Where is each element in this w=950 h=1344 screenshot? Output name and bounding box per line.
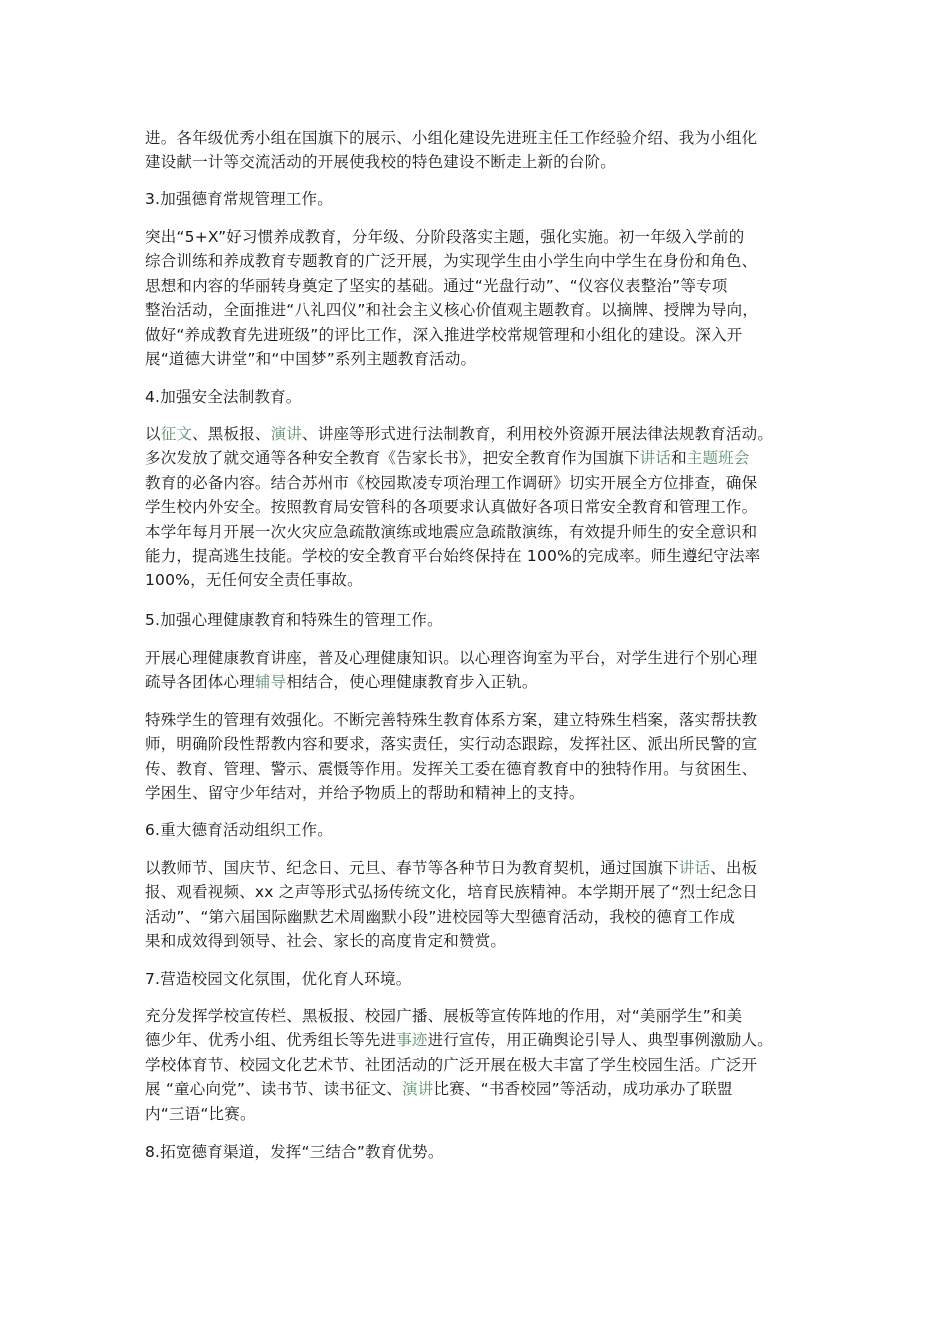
paragraph-3-body bbox=[145, 225, 813, 371]
text-line bbox=[145, 249, 813, 273]
text-line bbox=[145, 422, 813, 446]
text-run: 建设献一计等交流活动的开展使我校的特色建设不断走上新的台阶。 bbox=[145, 153, 617, 172]
text-line bbox=[145, 298, 813, 322]
text-line bbox=[145, 150, 813, 174]
text-run: 传、教育、管理、警示、震慑等作用。发挥关工委在德育教育中的独特作用。与贫困生、 bbox=[145, 759, 758, 778]
text-line bbox=[145, 708, 813, 732]
text-line bbox=[145, 274, 813, 298]
paragraph-4-body bbox=[145, 422, 813, 593]
text-line bbox=[145, 905, 813, 929]
text-run: 活动”、“第六届国际幽默艺术周幽默小段”进校园等大型德育活动，我校的德育工作成 bbox=[145, 907, 735, 926]
heading-3 bbox=[145, 187, 813, 211]
text-run: 做好“养成教育先进班级”的评比工作，深入推进学校常规管理和小组化的建设。深入开 bbox=[145, 325, 743, 344]
text-run: 进行宣传，用正确舆论引导人、典型事例激励人。 bbox=[427, 1031, 774, 1050]
text-run: 师，明确阶段性帮教内容和要求，落实责任，实行动态跟踪，发挥社区、派出所民警的宣 bbox=[145, 735, 758, 754]
text-line bbox=[145, 323, 813, 347]
text-run: 充分发挥学校宣传栏、黑板报、校园广播、展板等宣传阵地的作用，对“美丽学生”和美 bbox=[145, 1007, 743, 1025]
highlighted-term: 事迹 bbox=[396, 1031, 428, 1050]
text-line bbox=[145, 385, 813, 409]
text-line bbox=[145, 1102, 813, 1126]
text-line bbox=[145, 544, 813, 568]
text-line bbox=[145, 495, 813, 519]
text-run: 3.加强德育常规管理工作。 bbox=[145, 190, 333, 208]
text-run: 100%，无任何安全责任事故。 bbox=[145, 571, 363, 590]
text-run: 思想和内容的华丽转身奠定了坚实的基础。通过“光盘行动”、“仪容仪表整治”等专项 bbox=[145, 276, 728, 295]
text-run: 、黑板报、 bbox=[192, 425, 271, 443]
text-run: 报、观看视频、xx 之声等形式弘扬传统文化，培育民族精神。本学期开展了“烈士纪念日 bbox=[145, 883, 759, 902]
text-line bbox=[145, 347, 813, 371]
text-run: 开展心理健康教育讲座，普及心理健康知识。以心理咨询室为平台，对学生进行个别心理 bbox=[145, 649, 758, 667]
text-line bbox=[145, 929, 813, 953]
highlighted-term: 讲话 bbox=[678, 859, 711, 877]
text-run: 整治活动，全面推进“八礼四仪”和社会主义核心价值观主题教育。以摘牌、授牌为导向， bbox=[145, 301, 759, 320]
highlighted-term: 征文 bbox=[160, 425, 193, 443]
text-line bbox=[145, 1140, 813, 1164]
text-line bbox=[145, 225, 813, 249]
text-line bbox=[145, 187, 813, 211]
text-line bbox=[145, 967, 813, 991]
text-line bbox=[145, 856, 813, 880]
text-run: 疏导各团体心理 bbox=[145, 673, 255, 692]
text-line bbox=[145, 732, 813, 756]
text-run: 果和成效得到领导、社会、家长的高度肯定和赞赏。 bbox=[145, 932, 507, 951]
text-line bbox=[145, 520, 813, 544]
text-line bbox=[145, 446, 813, 470]
paragraph-intro-continuation bbox=[145, 126, 813, 175]
text-run: 进。各年级优秀小组在国旗下的展示、小组化建设先进班主任工作经验介绍、我为小组化 bbox=[145, 129, 758, 147]
text-run: 6.重大德育活动组织工作。 bbox=[145, 821, 333, 839]
highlighted-term: 演讲 bbox=[270, 425, 303, 443]
text-run: 展“道德大讲堂”和“中国梦”系列主题教育活动。 bbox=[145, 350, 477, 369]
text-run: 德少年、优秀小组、优秀组长等先进 bbox=[145, 1031, 397, 1050]
text-line bbox=[145, 608, 813, 632]
text-run: 教育的必备内容。结合苏州市《校园欺凌专项治理工作调研》切实开展全方位排查，确保 bbox=[145, 473, 758, 492]
text-line bbox=[145, 568, 813, 592]
paragraph-7-body bbox=[145, 1004, 813, 1126]
highlighted-term: 讲话 bbox=[639, 449, 672, 468]
text-line bbox=[145, 670, 813, 694]
text-run: 展 “童心向党”、读书节、读书征文、 bbox=[145, 1080, 403, 1099]
text-run: 比赛、“书香校园”等活动，成功承办了联盟 bbox=[433, 1080, 733, 1099]
text-line bbox=[145, 1004, 813, 1028]
heading-5 bbox=[145, 608, 813, 632]
text-line bbox=[145, 1028, 813, 1052]
highlighted-term: 主题班会 bbox=[686, 449, 750, 468]
paragraph-5-body-a bbox=[145, 646, 813, 695]
paragraph-6-body bbox=[145, 856, 813, 954]
text-run: 能力，提高逃生技能。学校的安全教育平台始终保持在 100%的完成率。师生遵纪守法率 bbox=[145, 547, 761, 566]
text-line bbox=[145, 781, 813, 805]
text-run: 特殊学生的管理有效强化。不断完善特殊生教育体系方案，建立特殊生档案，落实帮扶教 bbox=[145, 711, 758, 729]
text-run: 、出板 bbox=[710, 859, 758, 877]
text-line bbox=[145, 1077, 813, 1101]
text-line bbox=[145, 1053, 813, 1077]
text-line bbox=[145, 818, 813, 842]
text-line bbox=[145, 126, 813, 150]
text-run: 和 bbox=[671, 449, 687, 468]
heading-6 bbox=[145, 818, 813, 842]
text-run: 、讲座等形式进行法制教育，利用校外资源开展法律法规教育活动。 bbox=[302, 425, 774, 443]
heading-4 bbox=[145, 385, 813, 409]
highlighted-term: 演讲 bbox=[402, 1080, 434, 1099]
text-run: 4.加强安全法制教育。 bbox=[145, 388, 302, 406]
text-line bbox=[145, 646, 813, 670]
text-run: 8.拓宽德育渠道，发挥“三结合”教育优势。 bbox=[145, 1143, 444, 1161]
text-line bbox=[145, 880, 813, 904]
text-run: 学校体育节、校园文化艺术节、社团活动的广泛开展在极大丰富了学生校园生活。广泛开 bbox=[145, 1055, 758, 1074]
text-run: 以 bbox=[145, 425, 161, 443]
heading-8 bbox=[145, 1140, 813, 1164]
text-run: 7.营造校园文化氛围，优化育人环境。 bbox=[145, 970, 412, 988]
text-run: 学生校内外安全。按照教育局安管科的各项要求认真做好各项日常安全教育和管理工作。 bbox=[145, 498, 758, 517]
text-run: 多次发放了就交通等各种安全教育《告家长书》，把安全教育作为国旗下 bbox=[145, 449, 640, 468]
text-run: 本学年每月开展一次火灾应急疏散演练或地震应急疏散演练，有效提升师生的安全意识和 bbox=[145, 522, 758, 541]
text-run: 突出“5+X”好习惯养成教育，分年级、分阶段落实主题，强化实施。初一年级入学前的 bbox=[145, 228, 745, 246]
heading-7 bbox=[145, 967, 813, 991]
text-run: 5.加强心理健康教育和特殊生的管理工作。 bbox=[145, 611, 443, 629]
text-line bbox=[145, 471, 813, 495]
highlighted-term: 辅导 bbox=[254, 673, 287, 692]
paragraph-5-body-b bbox=[145, 708, 813, 806]
text-run: 内“三语“比赛。 bbox=[145, 1104, 256, 1123]
text-line bbox=[145, 757, 813, 781]
text-run: 综合训练和养成教育专题教育的广泛开展，为实现学生由小学生向中学生在身份和角色、 bbox=[145, 252, 758, 271]
text-run: 学困生、留守少年结对，并给予物质上的帮助和精神上的支持。 bbox=[145, 784, 585, 803]
text-run: 以教师节、国庆节、纪念日、元旦、春节等各种节日为教育契机，通过国旗下 bbox=[145, 859, 679, 877]
text-run: 相结合，使心理健康教育步入正轨。 bbox=[286, 673, 538, 692]
